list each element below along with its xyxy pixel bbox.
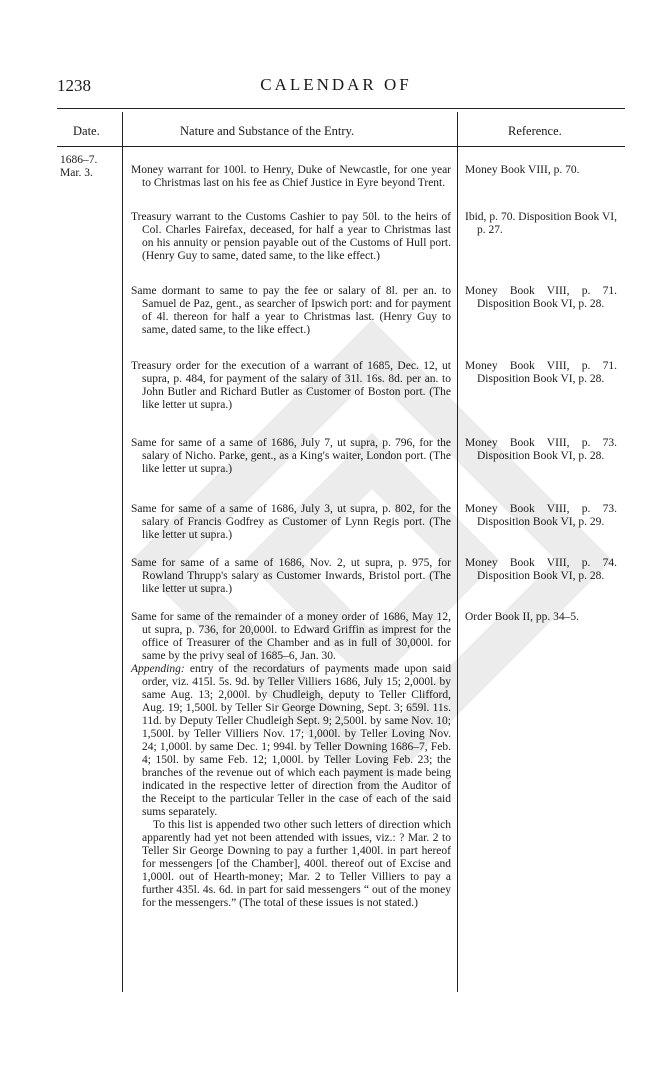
column-divider-right: [457, 112, 458, 992]
reference-text: Order Book II, pp. 34–5.: [465, 611, 580, 623]
header-bottom-rule: [57, 146, 625, 147]
appending-paragraph: [131, 663, 451, 819]
entry-text: Same for same of a same of 1686, July 7, ut supra, p. 796, for the salary of Nicho. Parke, gent., as a King's waiter, London port. (The like letter ut supra.): [131, 437, 451, 475]
reference-4: [465, 360, 617, 386]
entry-4: [131, 360, 451, 412]
entry-text: Same dormant to same to pay the fee or salary of 8l. per an. to Samuel de Paz, gent., as searcher of Ipswich port: and for payment of 4l. thereon for half a year to Christmas last. (Henry Guy to same, dated same, to the like effect.): [131, 285, 451, 336]
reference-2: [465, 211, 617, 237]
column-header-date: Date.: [73, 124, 100, 138]
date-year: 1686–7.: [60, 154, 98, 166]
entry-5: [131, 437, 451, 476]
reference-text: Money Book VIII, p. 71. Disposition Book VI, p. 28.: [465, 360, 617, 385]
reference-6: [465, 503, 617, 529]
entry-text: Treasury order for the execution of a warrant of 1685, Dec. 12, ut supra, p. 484, for payment of the salary of 31l. 16s. 8d. per an. to John Butler and Richard Butler as Customer of Boston port. (The like letter ut supra.): [131, 360, 451, 411]
reference-text: Ibid, p. 70. Disposition Book VI, p. 27.: [465, 211, 617, 236]
appending-text: entry of the recordaturs of payments made upon said order, viz. 415l. 5s. 9d. by Teller Villiers 1686, July 15; 2,000l. by same Aug. 13; 2,000l. by Chudleigh, deputy to Teller Clifford, Aug. 19; 1,500l. by Teller Sir George Downing, Sept. 3; 659l. 11s. 11d. by Deputy Teller Chudleigh Sept. 9; 2,500l. by same Nov. 10; 1,500l. by Teller Villiers Nov. 17; 1,000l. by Teller Loving Nov. 24; 1,000l. by same Dec. 1; 994l. by Teller Downing 1686–7, Feb. 4; 150l. by same Feb. 12; 1,000l. by Teller Loving Feb. 23; the branches of the revenue out of which each payment is made being indicated in the respective letter of direction from the Auditor of the Receipt to the particular Teller in the case of each of the said sums separately.: [142, 663, 452, 818]
entry-text: Money warrant for 100l. to Henry, Duke of Newcastle, for one year to Christmas last on his fee as Chief Justice in Eyre beyond Trent.: [131, 164, 451, 189]
entry-2: [131, 211, 451, 263]
reference-text: Money Book VIII, p. 70.: [465, 164, 580, 176]
entry-text: Same for same of the remainder of a money order of 1686, May 12, ut supra, p. 736, for 20,000l. to Edward Griffin as imprest for the office of Treasurer of the Chamber and as in full of 30,000l. for same by the privy seal of 1685–6, Jan. 30.: [131, 611, 451, 662]
page-number: 1238: [57, 76, 91, 95]
appending-continuation: To this list is appended two other such letters of direction which apparently had yet not been attended with issues, viz.: ? Mar. 2 to Teller Sir George Downing to pay a further 1,400l. in part hereof for messengers [of the Chamber], 400l. thereof out of Excise and 1,000l. out of Hearth-money; Mar. 2 to Teller Villiers to pay a further 435l. 4s. 6d. in part for said messengers “ out of the money for the messengers.” (The total of these issues is not stated.): [142, 819, 451, 909]
entry-6: [131, 503, 451, 542]
column-divider-left: [122, 112, 123, 992]
reference-8: [465, 611, 617, 624]
entry-text: Same for same of a same of 1686, July 3, ut supra, p. 802, for the salary of Francis Godfrey as Customer of Lynn Regis port. (The like letter ut supra.): [131, 503, 451, 541]
table-top-rule: [57, 108, 625, 109]
column-header-nature: Nature and Substance of the Entry.: [180, 124, 355, 138]
reference-1: [465, 164, 617, 177]
running-title: CALENDAR OF: [260, 75, 412, 94]
appending-label: Appending:: [131, 663, 185, 675]
entry-1: [131, 164, 451, 190]
reference-text: Money Book VIII, p. 73. Disposition Book VI, p. 28.: [465, 437, 617, 462]
entry-8: [131, 611, 451, 910]
column-header-reference: Reference.: [508, 124, 562, 138]
reference-3: [465, 285, 617, 311]
entry-3: [131, 285, 451, 337]
reference-text: Money Book VIII, p. 71. Disposition Book VI, p. 28.: [465, 285, 617, 310]
entry-7: [131, 557, 451, 596]
entry-text: Same for same of a same of 1686, Nov. 2, ut supra, p. 975, for Rowland Thrupp's salary as Customer Inwards, Bristol port. (The like letter ut supra.): [131, 557, 451, 595]
date-day: Mar. 3.: [60, 167, 93, 179]
reference-text: Money Book VIII, p. 73. Disposition Book VI, p. 29.: [465, 503, 617, 528]
reference-5: [465, 437, 617, 463]
reference-7: [465, 557, 617, 583]
reference-text: Money Book VIII, p. 74. Disposition Book VI, p. 28.: [465, 557, 617, 582]
entry-text: Treasury warrant to the Customs Cashier to pay 50l. to the heirs of Col. Charles Fairefax, deceased, for half a year to Christmas last on his annuity or pension payable out of the Customs of Hull port. (Henry Guy to same, dated same, to the like effect.): [131, 211, 451, 262]
